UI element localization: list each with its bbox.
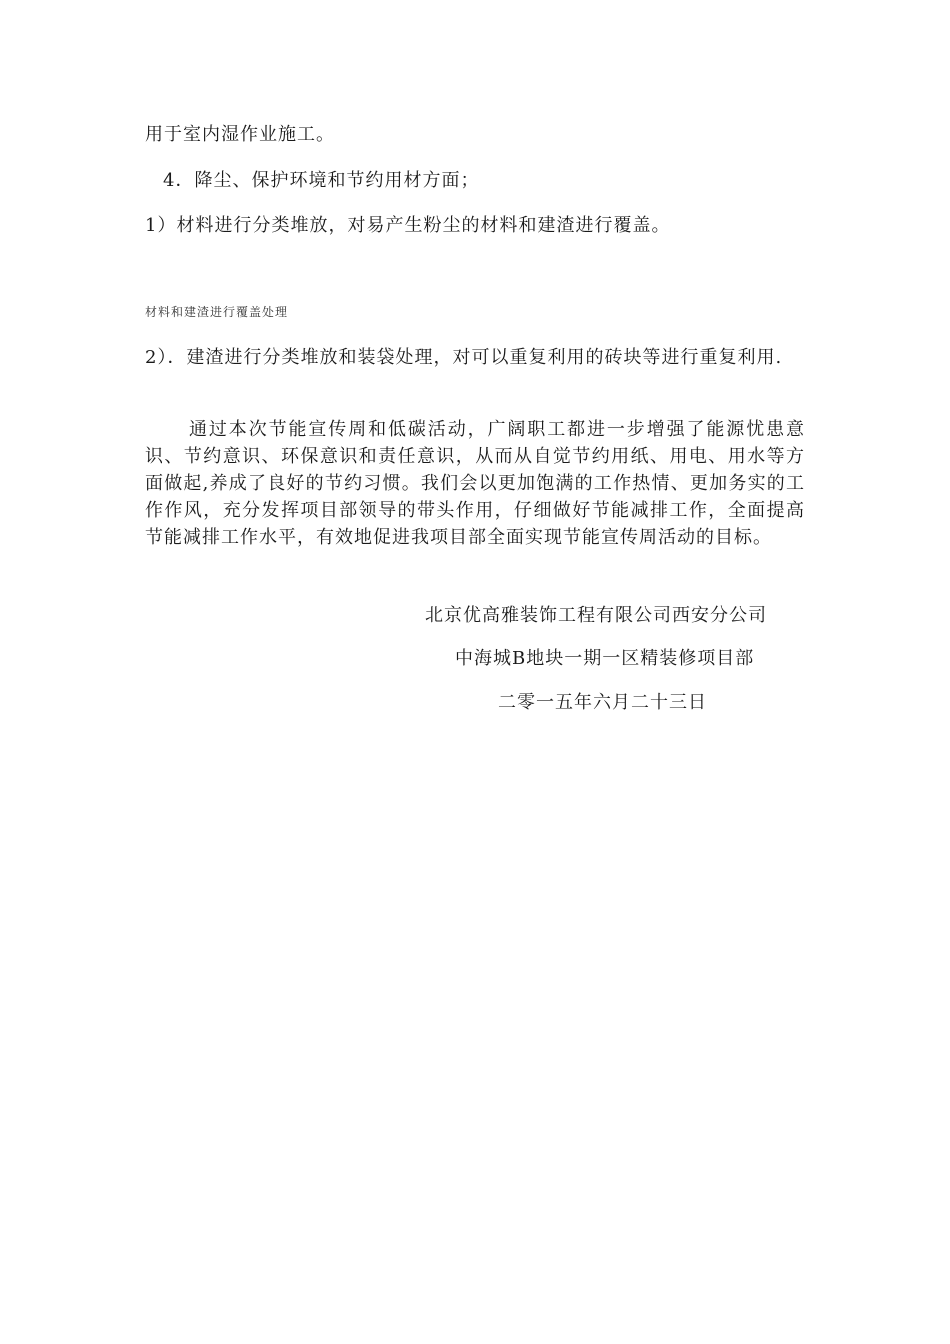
list-item-1: 1）材料进行分类堆放，对易产生粉尘的材料和建渣进行覆盖。 <box>145 215 671 236</box>
signature-company: 北京优高雅装饰工程有限公司西安分公司 <box>425 605 767 626</box>
continued-text-line: 用于室内湿作业施工。 <box>145 124 335 145</box>
signature-date: 二零一五年六月二十三日 <box>498 692 707 713</box>
section-heading: 4．降尘、保护环境和节约用材方面； <box>163 170 480 191</box>
list-item-2: 2）．建渣进行分类堆放和装袋处理，对可以重复利用的砖块等进行重复利用. <box>145 347 783 368</box>
conclusion-paragraph: 通过本次节能宣传周和低碳活动，广阔职工都进一步增强了能源忧患意识、节约意识、环保意识和责任意识，从而从自觉节约用纸、用电、用水等方面做起,养成了良好的节约习惯。我们会以更加饱满的工作热情、更加务实的工作作风，充分发挥项目部领导的带头作用，仔细做好节能减排工作，全面提高节能减排工作水平，有效地促进我项目部全面实现节能宣传周活动的目标。 <box>145 419 805 548</box>
signature-project: 中海城B地块一期一区精装修项目部 <box>455 648 755 669</box>
figure-caption: 材料和建渣进行覆盖处理 <box>145 305 289 319</box>
